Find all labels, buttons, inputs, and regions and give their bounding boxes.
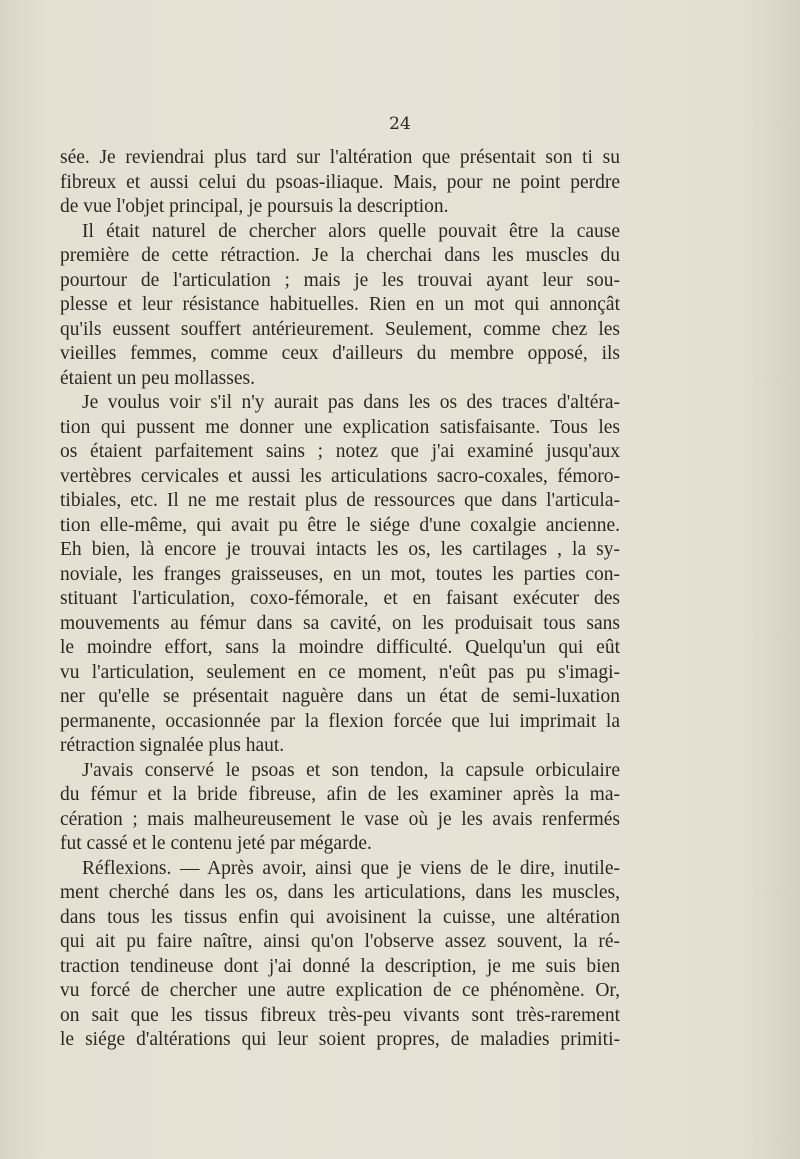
text-line: étaient un peu mollasses. xyxy=(60,367,255,389)
text-line: tibiales, etc. Il ne me restait plus de ressources que dans l'articula- xyxy=(60,490,620,511)
text-line: le siége d'altérations qui leur soient propres, de maladies primiti- xyxy=(60,1029,620,1050)
text-line: rétraction signalée plus haut. xyxy=(60,735,285,756)
text-line: vieilles femmes, comme ceux d'ailleurs du membre opposé, ils xyxy=(60,343,620,364)
paragraph xyxy=(60,759,620,857)
text-line: de vue l'objet principal, je poursuis la description. xyxy=(60,196,449,217)
text-line: noviale, les franges graisseuses, en un mot, toutes les parties con- xyxy=(60,563,620,585)
text-line: Eh bien, là encore je trouvai intacts les os, les cartilages , la sy- xyxy=(60,539,620,560)
text-line: tion elle-même, qui avait pu être le siége d'une coxalgie ancienne. xyxy=(60,514,620,536)
paragraph xyxy=(60,857,620,1053)
text-line: cération ; mais malheureusement le vase où je les avais renfermés xyxy=(60,808,620,830)
paragraph xyxy=(60,146,620,220)
text-line: Réflexions. — Après avoir, ainsi que je viens de le dire, inutile- xyxy=(82,857,620,879)
text-line: sée. Je reviendrai plus tard sur l'altération que présentait son ti su xyxy=(60,147,620,168)
text-line: ment cherché dans les os, dans les articulations, dans les muscles, xyxy=(60,882,620,903)
text-line: permanente, occasionnée par la flexion forcée que lui imprimait la xyxy=(60,710,620,732)
text-line: dans tous les tissus enfin qui avoisinent la cuisse, une altération xyxy=(60,906,620,928)
text-line: première de cette rétraction. Je la cherchai dans les muscles du xyxy=(60,245,620,266)
paragraph xyxy=(60,391,620,759)
text-line: on sait que les tissus fibreux très-peu vivants sont très-rarement xyxy=(60,1004,620,1026)
text-line: fut cassé et le contenu jeté par mégarde. xyxy=(60,833,372,854)
text-line: tion qui pussent me donner une explication satisfaisante. Tous les xyxy=(60,416,620,438)
body-text xyxy=(60,146,620,1053)
text-line: ner qu'elle se présentait naguère dans un état de semi-luxation xyxy=(60,686,620,707)
text-line: Je voulus voir s'il n'y aurait pas dans les os des traces d'altéra- xyxy=(82,392,620,413)
text-line: vu l'articulation, seulement en ce moment, n'eût pas pu s'imagi- xyxy=(60,661,620,683)
text-line: os étaient parfaitement sains ; notez que j'ai examiné jusqu'aux xyxy=(60,441,620,462)
text-line: qui ait pu faire naître, ainsi qu'on l'observe assez souvent, la ré- xyxy=(60,931,620,952)
page-number: 24 xyxy=(389,114,411,134)
text-line: stituant l'articulation, coxo-fémorale, et en faisant exécuter des xyxy=(60,588,620,609)
text-line: qu'ils eussent souffert antérieurement. Seulement, comme chez les xyxy=(60,318,620,340)
text-line: vu forcé de chercher une autre explication de ce phénomène. Or, xyxy=(60,980,620,1001)
text-line: le moindre effort, sans la moindre difficulté. Quelqu'un qui eût xyxy=(60,637,620,658)
paragraph xyxy=(60,220,620,392)
text-line: plesse et leur résistance habituelles. Rien en un mot qui annonçât xyxy=(60,294,620,315)
text-line: J'avais conservé le psoas et son tendon, la capsule orbiculaire xyxy=(82,759,620,781)
text-line: vertèbres cervicales et aussi les articulations sacro-coxales, fémoro- xyxy=(60,465,620,487)
text-line: traction tendineuse dont j'ai donné la description, je me suis bien xyxy=(60,955,620,977)
text-line: mouvements au fémur dans sa cavité, on les produisait tous sans xyxy=(60,612,620,634)
text-line: fibreux et aussi celui du psoas-iliaque. Mais, pour ne point perdre xyxy=(60,171,620,193)
text-line: pourtour de l'articulation ; mais je les trouvai ayant leur sou- xyxy=(60,269,620,291)
text-line: du fémur et la bride fibreuse, afin de les examiner après la ma- xyxy=(60,784,620,805)
text-line: Il était naturel de chercher alors quelle pouvait être la cause xyxy=(82,220,620,242)
